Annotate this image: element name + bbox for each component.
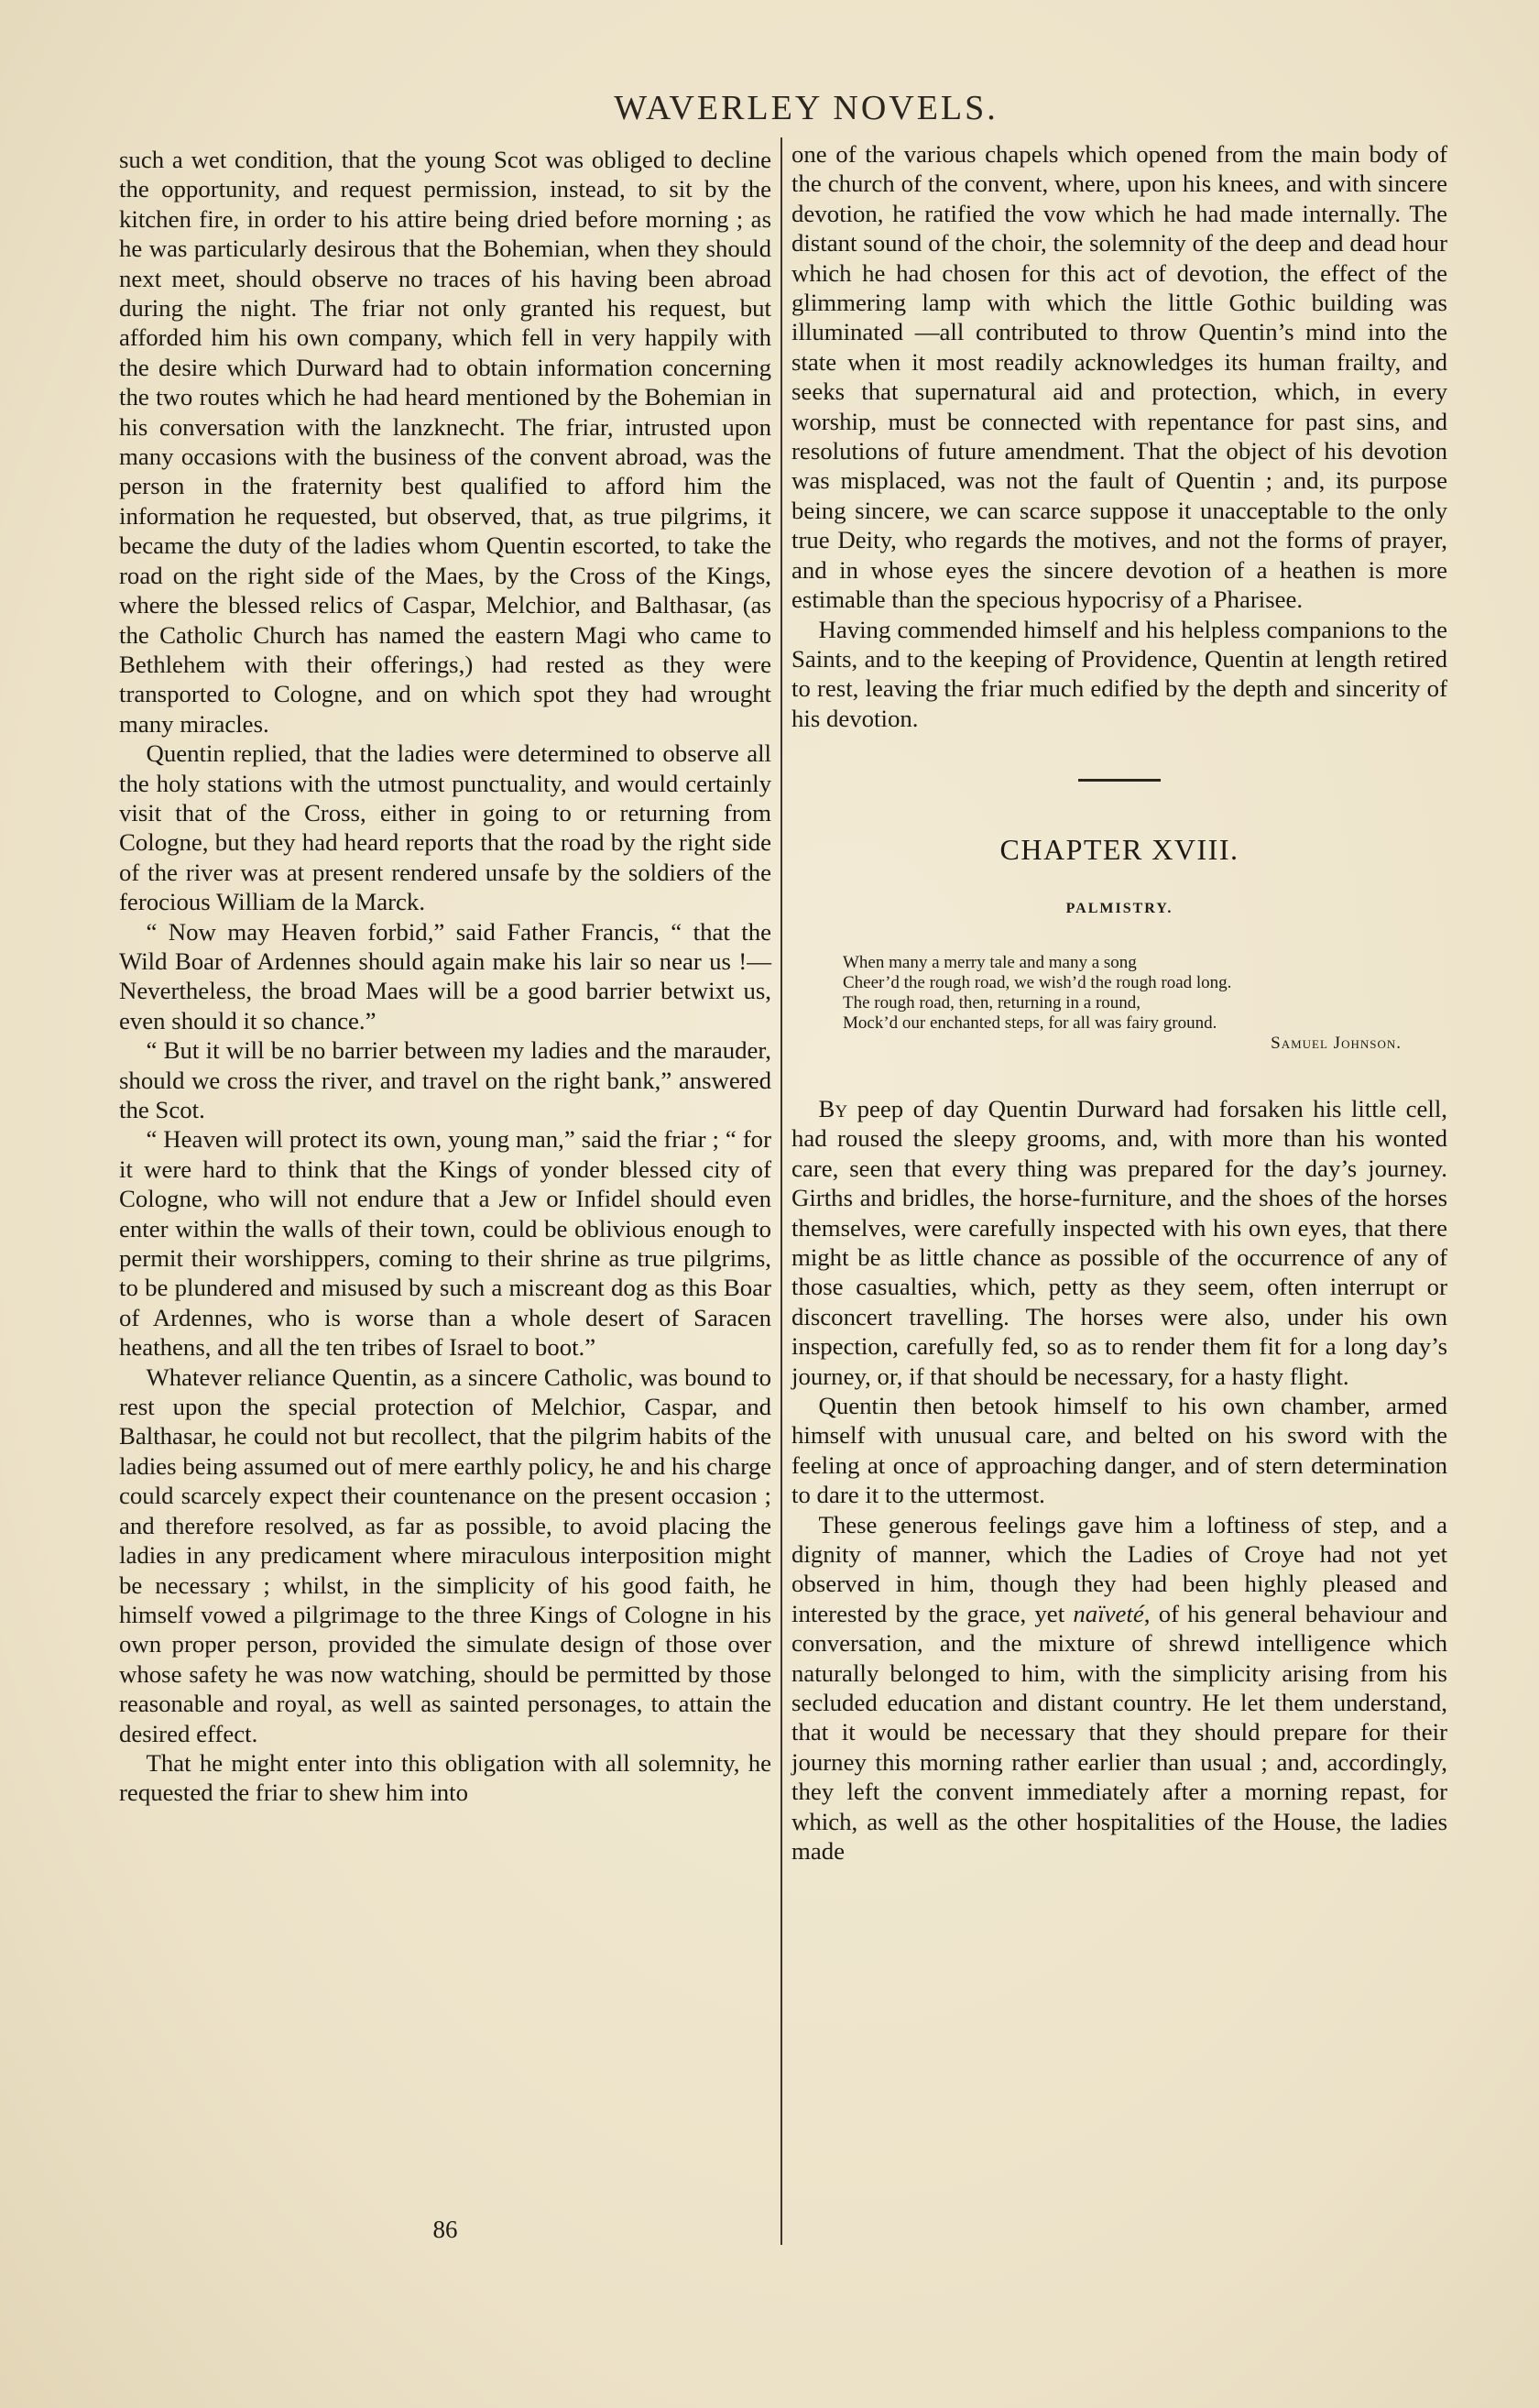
paragraph: Quentin then betook himself to his own chamber, armed himself with unusual care, and belted on his sword with the feeling at once of approaching danger, and of stern determination to dare it to the uttermost. — [791, 1392, 1447, 1509]
paragraph: “ Heaven will protect its own, young man,” said the friar ; “ for it were hard to think that the Kings of yonder blessed city of Cologne, who will not endure that a Jew or Infidel should even enter within the walls of their town, could be oblivious enough to permit their worshippers, coming to their shrine as true pilgrims, to be plundered and misused by such a miscreant dog as this Boar of Ardennes, who is worse than a whole desert of Saracen heathens, and all the ten tribes of Israel to boot.” — [119, 1125, 771, 1362]
epigraph-attribution: Samuel Johnson. — [1271, 1033, 1402, 1053]
paragraph: “ Now may Heaven forbid,” said Father Francis, “ that the Wild Boar of Ardennes should again make his lair so near us !—Nevertheless, the broad Maes will be a good barrier betwixt us, even should it so chance.” — [119, 917, 771, 1034]
paragraph: That he might enter into this obligation with all solemnity, he requested the friar to shew him into — [119, 1748, 771, 1807]
column-divider — [780, 137, 782, 2245]
epigraph-line: Cheer’d the rough road, we wish’d the rough road long. — [843, 972, 1232, 992]
paragraph-text: , of his general behaviour and conversation, and the mixture of shrewd intelligence which naturally belonged to him, with the simplicity arising from his secluded education and distant country. He let them understand, that it would be necessary that they should prepare for their journey this morning rather earlier than usual ; and, accordingly, they left the convent immediately after a morning repast, for which, as well as the other hospitalities of the House, the ladies made — [791, 1599, 1447, 1866]
chapter-opening-paragraph — [791, 1094, 1447, 1391]
opening-text: peep of day Quentin Durward had forsaken his little cell, had roused the sleepy grooms, and, with more than his wonted care, seen that every thing was prepared for the day’s journey. Girths and bridles, the horse-furniture, and the shoes of the horses themselves, were carefully inspected with his own eyes, that there might be as little chance as possible of the occurrence of any of those casualties, which, petty as they seem, often interrupt or disconcert travelling. The horses were also, under his own inspection, carefully fed, so as to render them fit for a long day’s journey, or, if that should be necessary, for a hasty flight. — [791, 1094, 1447, 1390]
paragraph: Quentin replied, that the ladies were determined to observe all the holy stations with the utmost punctuality, and would certainly visit that of the Cross, either in going to or returning from Cologne, but they had heard reports that the road by the right side of the river was at present rendered unsafe by the soldiers of the ferocious William de la Marck. — [119, 739, 771, 916]
page-number: 86 — [432, 2216, 458, 2243]
right-column — [791, 139, 1447, 1866]
chapter-title: CHAPTER XVIII. — [999, 833, 1239, 867]
paragraph: Having commended himself and his helpless companions to the Saints, and to the keeping of Providence, Quentin at length retired to rest, leaving the friar much edified by the depth and sincerity of his devotion. — [791, 615, 1447, 732]
running-head: WAVERLEY NOVELS. — [614, 89, 999, 127]
paragraph: Whatever reliance Quentin, as a sincere Catholic, was bound to rest upon the special protection of Melchior, Caspar, and Balthasar, he could not but recollect, that the pilgrim habits of the ladies being assumed out of mere earthly policy, he and his charge could scarcely expect their countenance on the present occasion ; and therefore resolved, as far as possible, to avoid placing the ladies in any predicament where miraculous interposition might be necessary ; whilst, in the simplicity of his good faith, he himself vowed a pilgrimage to the three Kings of Cologne in his own proper person, provided the simulate design of those over whose safety he was now watching, should be permitted by those reasonable and royal, as well as sainted personages, to attain the desired effect. — [119, 1363, 771, 1747]
epigraph-line: When many a merry tale and many a song — [843, 952, 1137, 972]
opening-word: By — [818, 1094, 848, 1122]
paragraph: “ But it will be no barrier between my ladies and the marauder, should we cross the river, and travel on the right bank,” answered the Scot. — [119, 1036, 771, 1123]
section-divider — [1078, 779, 1161, 782]
chapter-subtitle: PALMISTRY. — [1065, 900, 1173, 916]
paragraph: such a wet condition, that the young Scot was obliged to decline the opportunity, and request permission, instead, to sit by the kitchen fire, in order to his attire being dried before morning ; as he was particularly desirous that the Bohemian, when they should next meet, should observe no traces of his having been abroad during the night. The friar not only granted his request, but afforded him his own company, which fell in very happily with the desire which Durward had to obtain information concerning the two routes which he had heard mentioned by the Bohemian in his conversation with the lanzknecht. The friar, intrusted upon many occasions with the business of the convent abroad, was the person in the fraternity best qualified to afford him the information he requested, but observed, that, as true pilgrims, it became the duty of the ladies whom Quentin escorted, to take the road on the right side of the Maes, by the Cross of the Kings, where the blessed relics of Caspar, Melchior, and Balthasar, (as the Catholic Church has named the eastern Magi who came to Bethlehem with their offerings,) had rested as they were transported to Cologne, and on which spot they had wrought many miracles. — [119, 146, 771, 738]
foreign-word: naïveté — [1073, 1599, 1144, 1627]
epigraph-line: The rough road, then, returning in a round, — [843, 992, 1141, 1012]
epigraph — [843, 953, 1402, 1054]
paragraph: one of the various chapels which opened from the main body of the church of the convent, where, upon his knees, and with sincere devotion, he ratified the vow which he had made internally. The distant sound of the choir, the solemnity of the deep and dead hour which he had chosen for this act of devotion, the effect of the glimmering lamp with which the little Gothic building was illuminated —all contributed to throw Quentin’s mind into the state when it most readily acknowledges its human frailty, and seeks that supernatural aid and protection, which, in every worship, must be connected with repentance for past sins, and resolutions of future amendment. That the object of his devotion was misplaced, was not the fault of Quentin ; and, its purpose being sincere, we can scarce suppose it unacceptable to the only true Deity, who regards the motives, and not the forms of prayer, and in whose eyes the sincere devotion of a heathen is more estimable than the specious hypocrisy of a Pharisee. — [791, 140, 1447, 614]
paragraph — [791, 1510, 1447, 1866]
left-column — [119, 145, 771, 1808]
epigraph-line: Mock’d our enchanted steps, for all was fairy ground. — [843, 1012, 1217, 1033]
paragraph-text: These generous feelings gave him a loftiness of step, and a dignity of manner, which the Ladies of Croye had not yet observed in him, though they had been highly pleased and interested by the grace, yet — [791, 1510, 1447, 1627]
